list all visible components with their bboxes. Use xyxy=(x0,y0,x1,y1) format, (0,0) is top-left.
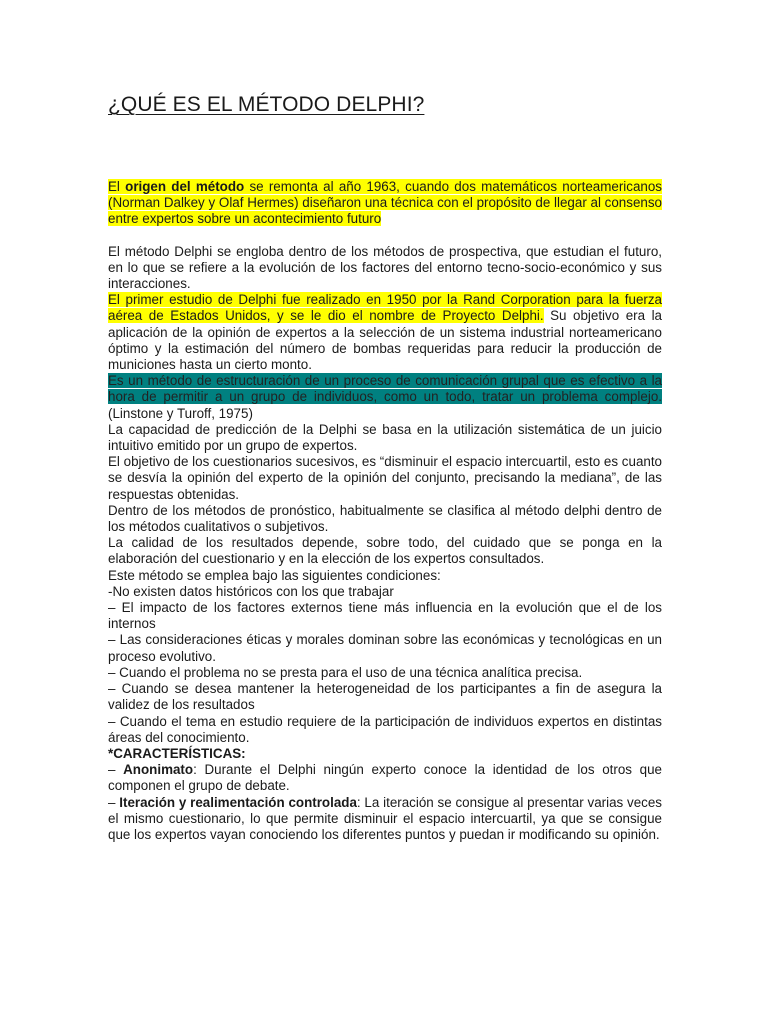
document-body xyxy=(108,179,662,843)
characteristic-prefix: – xyxy=(108,794,120,810)
condition-item: – Cuando el tema en estudio requiere de la participación de individuos expertos en distintas áreas del conocimiento. xyxy=(108,713,662,745)
characteristic-term: Iteración y realimentación controlada xyxy=(119,794,357,810)
characteristics-heading-text: *CARACTERÍSTICAS: xyxy=(108,745,246,761)
origin-highlight xyxy=(108,179,662,226)
condition-item: – Cuando el problema no se presta para el uso de una técnica analítica precisa. xyxy=(108,664,583,680)
paragraph-gap xyxy=(108,228,662,244)
characteristic-prefix: – xyxy=(108,762,124,778)
definition-paragraph xyxy=(108,373,662,422)
definition-citation: (Linstone y Turoff, 1975) xyxy=(108,405,253,421)
prospective-paragraph: El método Delphi se engloba dentro de los métodos de prospectiva, que estudian el futuro, en lo que se refiere a la evolución de los factores del entorno tecno-socio-económico y sus interacciones. xyxy=(108,243,662,292)
first-study-highlight: El primer estudio de Delphi fue realizado en 1950 por la Rand Corporation para la fuerza aérea de Estados Unidos, y se le dio el nombre de Proyecto Delphi. xyxy=(108,292,662,324)
characteristic-term: Anonimato xyxy=(123,762,194,778)
condition-item: – El impacto de los factores externos tiene más influencia en la evolución que el de los internos xyxy=(108,600,662,632)
first-study-text: Su objetivo era la aplicación de la opinión de expertos a la selección de un sistema industrial norteamericano óptimo y la estimación del número de bombas requeridas para reducir la producción de municiones hasta un cierto monto. xyxy=(108,308,662,373)
condition-item: – Las consideraciones éticas y morales dominan sobre las económicas y tecnológicas en un proceso evolutivo. xyxy=(108,632,662,664)
classification-paragraph: Dentro de los métodos de pronóstico, habitualmente se clasifica al método delphi dentro de los métodos cualitativos o subjetivos. xyxy=(108,502,662,535)
condition-item: – Cuando se desea mantener la heterogeneidad de los participantes a fin de asegura la validez de los resultados xyxy=(108,681,662,713)
characteristic-text: : Durante el Delphi ningún experto conoce la identidad de los otros que componen el grupo de debate. xyxy=(108,762,662,794)
origin-paragraph xyxy=(108,179,662,228)
origin-intro: El xyxy=(108,179,126,194)
prediction-paragraph: La capacidad de predicción de la Delphi se basa en la utilización sistemática de un juicio intuitivo emitido por un grupo de expertos. xyxy=(108,421,662,454)
condition-item: -No existen datos históricos con los que trabajar xyxy=(108,583,394,599)
characteristic-item xyxy=(108,762,662,794)
origin-text: se remonta al año 1963, cuando dos matemáticos norteamericanos (Norman Dalkey y Olaf Hermes) diseñaron una técnica con el propósito de llegar al consenso entre expertos sobre un acontecimiento futuro xyxy=(108,179,662,227)
objective-paragraph: El objetivo de los cuestionarios sucesivos, es “disminuir el espacio intercuartil, esto es cuanto se desvía la opinión del experto de la opinión del conjunto, precisando la mediana”, de las respuestas obtenidas. xyxy=(108,454,662,502)
characteristics-heading xyxy=(108,746,662,762)
first-study-paragraph xyxy=(108,292,662,373)
characteristic-text: : La iteración se consigue al presentar varias veces el mismo cuestionario, lo que permite disminuir el espacio intercuartil, ya que se consigue que los expertos vayan conociendo los diferentes puntos y puedan ir modificando su opinión. xyxy=(108,794,663,842)
quality-paragraph: La calidad de los resultados depende, sobre todo, del cuidado que se ponga en la elaboración del cuestionario y en la elección de los expertos consultados. xyxy=(108,535,662,567)
origin-term: origen del método xyxy=(125,179,245,194)
definition-highlight: Es un método de estructuración de un proceso de comunicación grupal que es efectivo a la hora de permitir a un grupo de individuos, como un todo, tratar un problema complejo. xyxy=(108,373,662,405)
conditions-intro: Este método se emplea bajo las siguientes condiciones: xyxy=(108,567,441,583)
characteristic-item xyxy=(108,795,662,844)
page-title: ¿QUÉ ES EL MÉTODO DELPHI? xyxy=(108,93,425,116)
